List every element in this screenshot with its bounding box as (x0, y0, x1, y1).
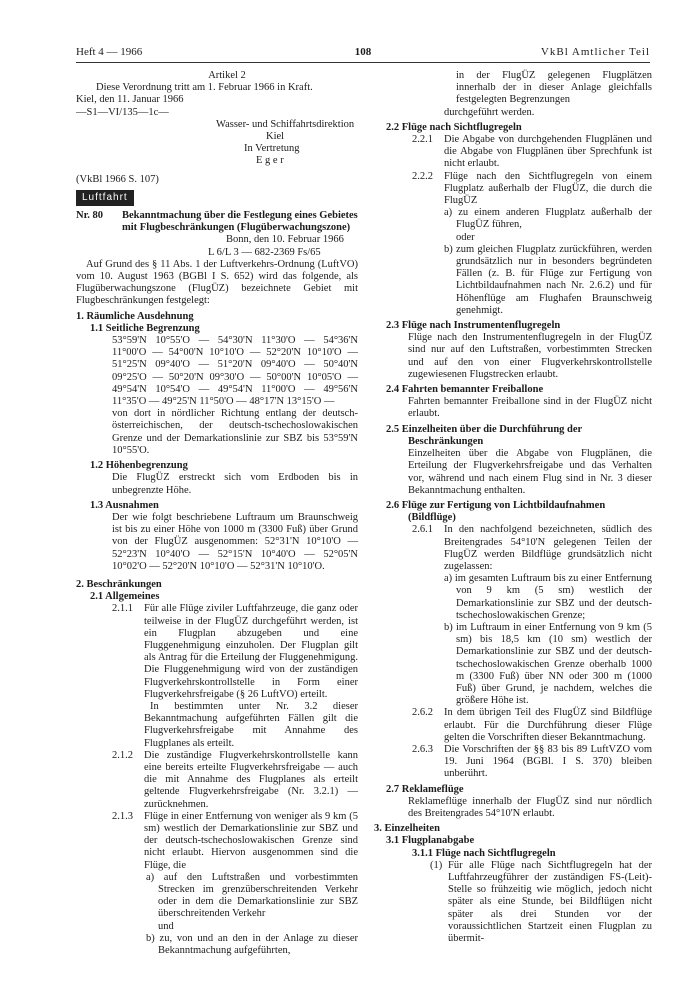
num-2-6-3: 2.6.3 (412, 743, 433, 755)
text-2-2-1: Die Abgabe von durchgehenden Flugplänen und die Abgabe von Flugplänen über Sprechfunk ist nicht erlaubt. (444, 134, 652, 170)
text-2-2-2a: a) zu einem anderen Flugplatz außerhalb der FlugÜZ führen, (444, 207, 652, 231)
notice-heading (76, 210, 358, 234)
bonn-ref: L 6/L 3 — 682-2369 Fs/65 (208, 246, 321, 258)
text-2-6-3: Die Vorschriften der §§ 83 bis 89 LuftVZO vom 19. Juni 1964 (BGBl. I S. 370) bleiben unberührt. (444, 743, 652, 780)
num-2-1-1: 2.1.1 (112, 603, 133, 615)
right-column (374, 70, 652, 945)
cont-text2: durchgeführt werden. (444, 106, 535, 118)
item-2-2-2 (374, 171, 652, 208)
left-column (76, 70, 358, 957)
num-2-6-1: 2.6.1 (412, 524, 433, 536)
kiel-date: Kiel, den 11. Januar 1966 (76, 94, 184, 106)
intro: Auf Grund des § 11 Abs. 1 der Luftverkehrs-Ordnung (LuftVO) vom 10. August 1963 (BGBl I S. 652) wird das folgende, als Flugüberwachungszone (FlugÜZ) bezeichnete Gebiet mit Flugbeschränkungen festgelegt: (76, 258, 358, 307)
coordinates: 53°59'N 10°55'O — 54°30'N 11°30'O — 54°36'N 11°00'O — 54°00'N 10°10'O — 52°20'N 10°10'O — 51°25'N 09°40'O — 51°20'N 09°40'O — 50°40'N 09°25'O — 50°20'N 09°30'O — 50°00'N 10°05'O — 49°54'N 10°54'O — 49°54'N 11°00'O — 49°56'N 11°35'O — 49°25'N 11°50'O — 48°17'N 13°15'O — (112, 335, 358, 408)
art2-title: Artikel 2 (208, 70, 246, 81)
item-2-6-1 (374, 524, 652, 573)
text-2-1-1b: In bestimmten unter Nr. 3.2 dieser Bekanntmachung aufgeführten Fällen gilt die Flugverkehrsfreigabe mit Annahme des Flugplanes als erteilt. (144, 700, 358, 749)
heading-2-5: 2.5 Einzelheiten über die Durchführung der Beschränkungen (386, 423, 583, 447)
heading-2-7: 2.7 Reklameflüge (386, 783, 464, 795)
text-2-1-1: Für alle Flüge ziviler Luftfahrzeuge, die ganz oder teilweise in der FlugÜZ durchgeführt werden, ist ein Flugplan abzugeben und eine Fluggenehmigung einzuholen. Der Flugplan gilt als Antrag für die Erteilung der Fluggenehmigung. Die Fluggenehmigung wird von der zuständigen Flugverkehrskontrollstelle in Form einer Flugverkehrsfreigabe (§ 26 LuftVO) erteilt. (144, 603, 358, 700)
issue-label: Heft 4 — 1966 (76, 46, 143, 58)
text-2-1-3-und: und (158, 920, 174, 932)
text-2-7: Reklameflüge innerhalb der FlugÜZ sind nur nördlich des Breitengrades 54°10'N erlaubt. (408, 795, 652, 819)
num-2-2-2: 2.2.2 (412, 170, 433, 182)
text-2-2-2-oder: oder (456, 231, 475, 243)
heading-2-4: 2.4 Fahrten bemannter Freiballone (386, 384, 544, 396)
heading-1-3: 1.3 Ausnahmen (90, 499, 159, 511)
notice-number: Nr. 80 (76, 210, 104, 222)
text-2-6-1: In den nachfolgend bezeichneten, südlich des Breitengrades 54°10'N gelegenen Teilen der FlugÜZ werden Bildflüge grundsätzlich nicht zugelassen: (444, 524, 652, 572)
header-rule (76, 62, 650, 63)
art2-text: Diese Verordnung tritt am 1. Februar 1966 in Kraft. (96, 82, 313, 94)
coordinates-tail: von dort in nördlicher Richtung entlang der deutsch-österreichischen, der deutsch-tschechoslowakischen Grenze und der Demarkationslinie zur SBZ bis 53°59'N 10°55'O. (112, 408, 358, 456)
vkbl-ref: (VkBl 1966 S. 107) (76, 173, 159, 185)
num-3-1-1-1: (1) (430, 859, 443, 871)
heading-3-1-1: 3.1.1 Flüge nach Sichtflugregeln (412, 847, 556, 859)
num-2-1-3: 2.1.3 (112, 810, 133, 822)
text-1-3: Der wie folgt beschriebene Luftraum um Braunschweig ist bis zu einer Höhe von 1000 m (3300 Fuß) über Grund von der FlugÜZ ausgenommen: 52°31'N 10°10'O — 52°23'N 10°40'O — 52°15'N 10°40'O — 52°05'N 10°02'O — 52°20'N 10°10'O — 52°31'N 10°10'O. (112, 511, 358, 572)
num-2-2-1: 2.2.1 (412, 134, 433, 146)
text-3-1-1-1: Für alle Flüge nach Sichtflugregeln hat der Luftfahrzeugführer der zuständigen FS-(Leit)-Stelle so frühzeitig wie möglich, jedoch nicht später als eine Stunde, bei Bildflügen nicht später als drei Stunden vor der voraussichtlichen Startzeit einen Flugplan zu übermit- (448, 859, 652, 945)
text-2-1-2: Die zuständige Flugverkehrskontrollstelle kann eine bereits erteilte Flugverkehrsfreigabe — auch die mit Annahme des Flugplanes als erteilt geltende Flugverkehrsfreigabe (Nr. 3.2.1) — zurücknehmen. (144, 749, 358, 810)
heading-1-1: 1.1 Seitliche Begrenzung (90, 322, 200, 334)
text-2-5: Einzelheiten über die Abgabe von Flugplänen, die Erteilung der Flugverkehrsfreigabe und das Verhalten vor, während und nach einem Flug sind in Nr. 3 dieser Bekanntmachung enthalten. (408, 448, 652, 496)
heading-3-1: 3.1 Flugplanabgabe (386, 835, 475, 847)
text-2-2-2: Flüge nach den Sichtflugregeln von einem Flugplatz außerhalb der FlugÜZ, die durch die FlugÜZ (444, 170, 652, 207)
text-2-1-3b: b) zu, von und an den in der Anlage zu dieser Bekanntmachung aufgeführten, (146, 932, 358, 957)
notice-title: Bekanntmachung über die Festlegung eines Gebietes mit Flugbeschränkungen (Flugüberwachungszone) (122, 210, 358, 234)
signer: E g e r (256, 155, 284, 167)
item-2-1-2 (76, 750, 358, 811)
cont-text: in der FlugÜZ gelegenen Flugplätzen innerhalb der in dieser Anlage gleichfalls festgelegten Begrenzungen (456, 70, 652, 106)
text-2-6-2: In dem übrigen Teil des FlugÜZ sind Bildflüge erlaubt. Für die Durchführung dieser Flüge gelten die Vorschriften dieser Bekanntmachung. (444, 707, 652, 743)
page-number: 108 (354, 46, 372, 58)
text-2-6-1a: a) im gesamten Luftraum bis zu einer Entfernung von 9 km (5 sm) westlich der Demarkationslinie zur SBZ und der deutsch-tschechoslowakischen Grenze; (444, 573, 652, 621)
heading-2-3: 2.3 Flüge nach Instrumentenflugregeln (386, 320, 561, 332)
reference: —S1—VI/135—1c— (76, 106, 169, 118)
item-2-1-1 (76, 603, 358, 701)
item-2-6-3 (374, 744, 652, 781)
num-2-6-2: 2.6.2 (412, 707, 433, 719)
num-2-1-2: 2.1.2 (112, 749, 133, 761)
heading-2-2: 2.2 Flüge nach Sichtflugregeln (386, 121, 522, 133)
heading-1-2: 1.2 Höhenbegrenzung (90, 460, 188, 472)
heading-3: 3. Einzelheiten (374, 823, 440, 835)
text-2-2-2b: b) zum gleichen Flugplatz zurückführen, werden grundsätzlich nur in besonders begründeten Fällen (z. B. für Flüge zur Fertigung von Lichtbildaufnahmen nach Nr. 2.6.2) und für Höhenflüge am Flughafen Braunschweig genehmigt. (444, 243, 652, 316)
section-badge: Luftfahrt (76, 190, 134, 206)
item-2-6-2 (374, 707, 652, 744)
heading-1: 1. Räumliche Ausdehnung (76, 310, 194, 322)
heading-2-6: 2.6 Flüge zur Fertigung von Lichtbildaufnahmen (Bildflüge) (386, 499, 606, 524)
office-line3: In Vertretung (244, 143, 300, 155)
office-line1: Wasser- und Schiffahrtsdirektion (216, 118, 355, 130)
text-2-1-3a: a) auf den Luftstraßen und vorbestimmten Strecken im grenzüberschreitenden Verkehr oder in dem die Demarkationslinie zur SBZ überschreitenden Verkehr (146, 871, 358, 920)
text-2-4: Fahrten bemannter Freiballone sind in der FlugÜZ nicht erlaubt. (408, 396, 652, 420)
journal-title: VkBl Amtlicher Teil (540, 46, 650, 58)
item-2-1-3 (76, 811, 358, 872)
text-2-1-3: Flüge in einer Entfernung von weniger als 9 km (5 sm) westlich der Demarkationslinie zur SBZ und der deutsch-tschechoslowakischen Grenze sind nicht erlaubt. Hiervon ausgenommen sind die Flüge, die (144, 810, 358, 871)
heading-2-1: 2.1 Allgemeines (90, 591, 160, 603)
text-1-2: Die FlugÜZ erstreckt sich vom Erdboden bis in unbegrenzte Höhe. (112, 472, 358, 496)
item-2-2-1 (374, 134, 652, 171)
item-3-1-1-1 (374, 860, 652, 945)
heading-2: 2. Beschränkungen (76, 578, 162, 590)
page-header (76, 46, 650, 62)
office-line2: Kiel (266, 131, 285, 143)
bonn-date: Bonn, den 10. Februar 1966 (226, 234, 344, 246)
text-2-3: Flüge nach den Instrumentenflugregeln in der FlugÜZ sind nur auf den Luftstraßen, vorbestimmten Strecken und auf den von einer Flugverkehrskontrollstelle zugewiesenen Flugstrecken erlaubt. (408, 332, 652, 380)
text-2-6-1b: b) im Luftraum in einer Entfernung von 9 km (5 sm) bis 18,5 km (10 sm) westlich der Demarkationslinie zur SBZ und der deutsch-tschechoslowakischen Grenze oberhalb 1000 m (3300 Fuß) über NN oder 300 m (1000 Fuß) über Grund, je nachdem, welches die größere Höhe ist. (444, 621, 652, 707)
